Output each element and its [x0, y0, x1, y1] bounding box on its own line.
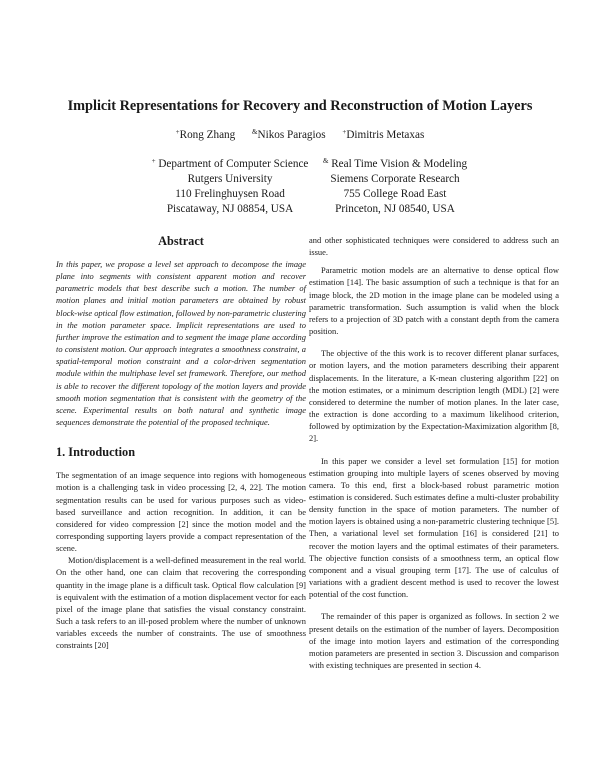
intro-paragraph: The remainder of this paper is organized as follows. In section 2 we present details on the estimation of the number of layers. Decomposition of the image into motion layers and estimation of the corresponding motion parameters are presented in section 3. Discussion and comparison with existing techniques are presented in section 4. — [309, 611, 559, 670]
paper-title: Implicit Representations for Recovery and Reconstruction of Motion Layers — [67, 98, 533, 114]
section-heading-introduction: 1. Introduction — [56, 445, 136, 460]
author: +Dimitris Metaxas — [342, 128, 425, 141]
right-column — [309, 234, 559, 671]
intro-paragraph: The segmentation of an image sequence into regions with homogeneous motion is a challenging task in video processing [2, 4, 22]. The motion segmentation results can be used for various purposes such as video-based surveillance and action recognition. In addition, it can be considered for video compression [2] since the motion model and the corresponding supporting layers provide a compact representation of the scene. — [56, 470, 306, 554]
intro-paragraph: and other sophisticated techniques were considered to address such an issue. — [309, 235, 559, 258]
intro-paragraph: Motion/displacement is a well-defined measurement in the real world. On the other hand, one can claim that recovering the corresponding quantity in the image plane is a difficult task. Optical flow calculation [9] is equivalent with the estimation of a motion displacement vector for each pixel of the image plane that satisfies the visual constancy constraint. Such a task refers to an ill-posed problem where the number of unknown variables exceeds the number of constraints. The use of smoothness constraints [20] — [56, 555, 307, 651]
intro-paragraph: In this paper we consider a level set formulation [15] for motion estimation grouping into multiple layers of scenes observed by moving camera. To this end, first a block-based robust parametric motion estimation is considered. Such estimates define a multi-cluster probability density function in the space of motion parameters. The number of motion layers is obtained using a non-parametric clustering technique [5]. Then, a variational level set formulation [16] is considered [21] to recover the motion layers and the optimal estimates of their parameters. The objective function consists of a smoothness term, an optical flow component and a visual grouping term [17]. The use of calculus of variations with a gradient descent method is used to recover the lowest potential of the cost function. — [309, 455, 559, 600]
author: &Nikos Paragios — [252, 128, 326, 141]
abstract-heading: Abstract — [158, 234, 204, 248]
left-column — [56, 234, 306, 652]
intro-paragraph: The objective of the this work is to recover different planar surfaces, or motion layers, and the motion parameters describing their apparent displacements. In the literature, a K-mean clustering algorithm [22] on the motion estimates, or a minimum description length (MDL) [2] were considered to determine the number of motion planes. In the later case, the extraction is done according to a maximum likelihood criterion, followed by optimization by the Expectation-Maximization algorithm [8, 2]. — [309, 348, 559, 444]
abstract-text: In this paper, we propose a level set approach to decompose the image plane into segments with consistent apparent motion and recover parametric models that best describe such a motion. The number of motion planes and initial motion parameters are obtained by robust block-wise optical flow estimation, followed by non-parametric clustering in the motion parameter space. Implicit representations are used to further improve the estimation and to segment the image plane according to consistent motion. Our approach integrates a smoothness constraint, a spatial-temporal motion constraint and a color-driven segmentation module within the multiphase level set framework. Therefore, our method is able to recover the different topology of the motion layers and provide smooth motion segmentation that is consistent with the geometry of the scene. Experimental results on both natural and synthetic image sequences demonstrate the potential of the proposed technique. — [56, 259, 306, 428]
author: +Rong Zhang — [175, 128, 236, 141]
intro-paragraph: Parametric motion models are an alternative to dense optical flow estimation [14]. The basic assumption of such a technique is that for an image block, the 2D motion in the image plane can be modeled using a parametric transformation. Such assumption is valid when the block refers to a projection of 3D patch with a constant depth from the camera position. — [309, 265, 559, 337]
affiliation-siemens: & Real Time Vision & Modeling Siemens Corporate Research 755 College Road East Princeton, NJ 08540, USA — [322, 157, 468, 215]
author-list — [0, 128, 600, 141]
affiliation-rutgers: + Department of Computer Science Rutgers University 110 Frelinghuysen Road Piscataway, NJ 08854, USA — [151, 157, 309, 215]
